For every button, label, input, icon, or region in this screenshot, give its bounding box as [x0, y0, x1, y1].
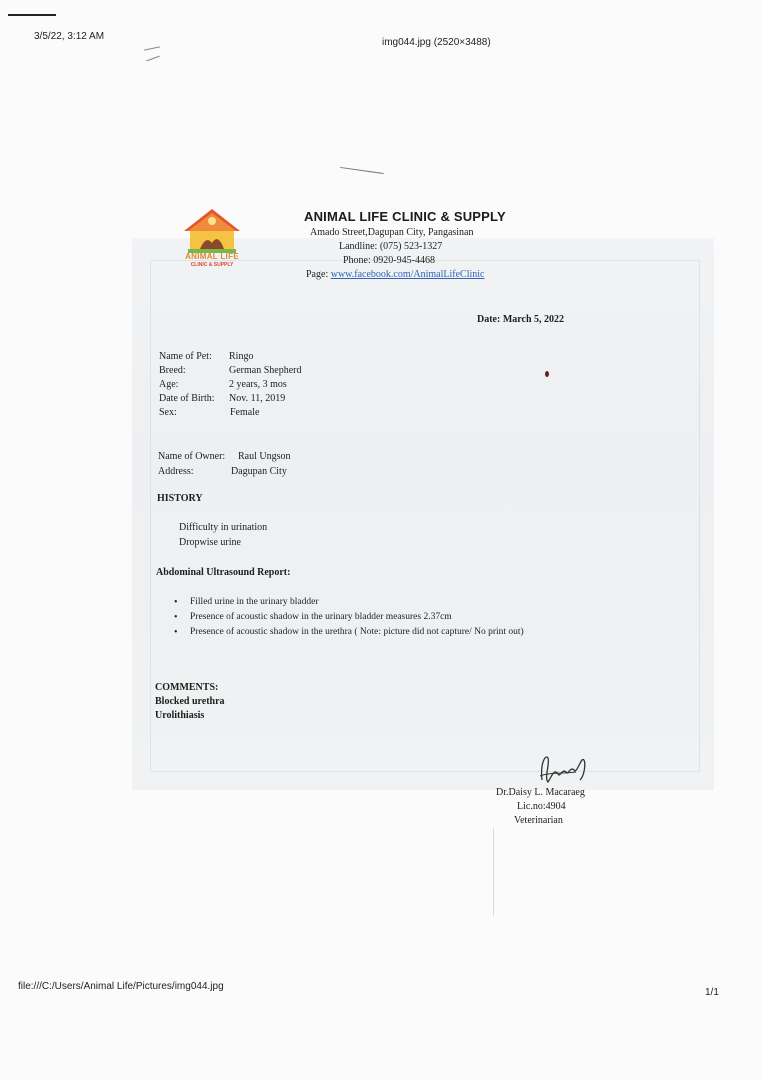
comment-item: Urolithiasis	[155, 710, 205, 721]
vet-license: Lic.no:4904	[517, 801, 566, 812]
field-value: Raul Ungson	[238, 451, 291, 462]
owner-row	[158, 466, 458, 481]
pet-row	[159, 393, 459, 407]
ultrasound-heading: Abdominal Ultrasound Report:	[156, 567, 291, 578]
field-label: Name of Pet:	[159, 351, 212, 362]
finding-item: • Presence of acoustic shadow in the urinary bladder measures 2.37cm	[174, 612, 524, 627]
field-value: Ringo	[229, 351, 254, 362]
field-label: Date of Birth:	[159, 393, 215, 404]
ink-spot	[545, 371, 549, 377]
history-item: Difficulty in urination	[179, 522, 268, 533]
clinic-name: ANIMAL LIFE CLINIC & SUPPLY	[304, 209, 506, 224]
field-value: 2 years, 3 mos	[229, 379, 287, 390]
field-label: Address:	[158, 466, 194, 477]
file-path: file:///C:/Users/Animal Life/Pictures/img044.jpg	[18, 981, 224, 992]
vet-title: Veterinarian	[514, 815, 563, 826]
findings-list	[174, 597, 524, 642]
field-value: Nov. 11, 2019	[229, 393, 286, 404]
clinic-phone: Phone: 0920-945-4468	[343, 255, 435, 266]
pet-row	[159, 379, 459, 393]
print-timestamp: 3/5/22, 3:12 AM	[34, 31, 105, 42]
field-label: Breed:	[159, 365, 186, 376]
clinic-logo	[178, 205, 246, 275]
field-value: German Shepherd	[229, 365, 302, 376]
clinic-page	[306, 269, 484, 280]
field-label: Sex:	[159, 407, 177, 418]
owner-row	[158, 451, 458, 466]
clinic-address: Amado Street,Dagupan City, Pangasinan	[310, 227, 474, 238]
comment-item: Blocked urethra	[155, 696, 225, 707]
scan-fold-line	[493, 828, 494, 916]
pet-row	[159, 407, 459, 421]
top-rule	[8, 14, 56, 16]
scanned-paper-region	[132, 238, 714, 790]
owner-info	[158, 451, 458, 481]
page-label: Page:	[306, 269, 331, 280]
history-item: Dropwise urine	[179, 537, 241, 548]
image-title: img044.jpg (2520×3488)	[382, 37, 491, 48]
logo-subtitle: CLINIC & SUPPLY	[190, 262, 234, 268]
pet-row	[159, 351, 459, 365]
field-value: Dagupan City	[231, 466, 287, 477]
field-value: Female	[230, 407, 260, 418]
signature-icon	[536, 752, 592, 788]
history-heading: HISTORY	[157, 493, 203, 504]
pet-info	[159, 351, 459, 421]
pet-row	[159, 365, 459, 379]
page-count: 1/1	[705, 987, 719, 998]
field-label: Name of Owner:	[158, 451, 226, 462]
scan-mark	[144, 46, 160, 50]
finding-item: • Presence of acoustic shadow in the urethra ( Note: picture did not capture/ No print out)	[174, 627, 524, 642]
scan-mark	[146, 56, 159, 62]
comments-heading: COMMENTS:	[155, 682, 219, 693]
logo-title: ANIMAL LIFE	[185, 252, 239, 261]
finding-item: • Filled urine in the urinary bladder	[174, 597, 524, 612]
vet-name: Dr.Daisy L. Macaraeg	[496, 787, 585, 798]
facebook-link[interactable]: www.facebook.com/AnimalLifeClinic	[330, 269, 485, 280]
report-date: Date: March 5, 2022	[477, 314, 565, 325]
field-label: Age:	[159, 379, 179, 390]
clinic-landline: Landline: (075) 523-1327	[339, 241, 443, 252]
scan-mark	[340, 167, 384, 174]
